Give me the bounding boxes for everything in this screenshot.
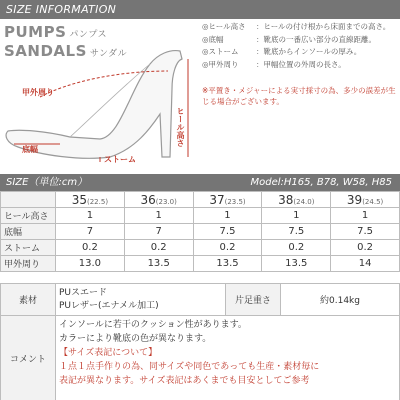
definition-label: ◎底幅 [202, 34, 224, 44]
definition-text: ：甲幅位置の外周の長さ。 [256, 59, 346, 69]
size-cell [262, 192, 331, 208]
definition-label: ◎ストーム [202, 47, 239, 56]
table-cell: 14 [331, 256, 400, 272]
table-cell: 7.5 [193, 224, 262, 240]
size-main: 38 [278, 192, 294, 207]
weight-value: 約0.14kg [281, 284, 400, 316]
brand-line2: SANDALS [4, 42, 87, 60]
table-corner [1, 192, 56, 208]
size-main: 39 [346, 192, 363, 207]
definition-row [202, 59, 394, 72]
material-line2: PUレザー(エナメル加工) [59, 300, 159, 311]
size-unit-label: SIZE（単位:cm） [6, 177, 88, 188]
table-cell: 0.2 [56, 240, 125, 256]
table-cell: 13.5 [262, 256, 331, 272]
table-cell: 0.2 [193, 240, 262, 256]
table-cell: 1 [56, 208, 125, 224]
label-storm: ストーム [104, 155, 136, 164]
table-cell: 1 [331, 208, 400, 224]
material-label: 素材 [1, 284, 56, 316]
comment-line3: 【サイズ表記について】 [59, 348, 158, 358]
comment-line4: １点１点手作りの為、同サイズや同色であっても生産・素材毎に [59, 362, 320, 372]
definition-text: ：靴底からインソールの厚み。 [256, 47, 362, 56]
table-cell: 7.5 [331, 224, 400, 240]
definition-label: ◎甲外周り [202, 59, 239, 69]
size-bar [0, 174, 400, 191]
table-cell: 7.5 [262, 224, 331, 240]
material-row [1, 284, 400, 316]
definition-text: ：ヒールの付け根から床面までの高さ。 [256, 22, 391, 31]
table-cell: 0.2 [124, 240, 193, 256]
size-cell [56, 192, 125, 208]
row-label: 甲外周り [1, 256, 56, 272]
comment-line2: カラーにより靴底の色が異なります。 [59, 334, 212, 344]
definition-label: ◎ヒール高さ [202, 22, 246, 31]
size-sub: (24.0) [293, 197, 315, 206]
size-sub: (23.5) [224, 197, 246, 206]
row-label: ヒール高さ [1, 208, 56, 224]
weight-label: 片足重さ [226, 284, 281, 316]
row-label: ストーム [1, 240, 56, 256]
table-cell: 1 [124, 208, 193, 224]
comment-line5: 表記が異なります。サイズ表記はあくまでも目安としてご参考 [59, 376, 310, 386]
material-line1: PUスエード [59, 287, 108, 298]
measurement-note: ※平置き・メジャーによる実寸採寸の為、多少の誤差が生じる場合がございます。 [202, 86, 396, 106]
table-cell: 1 [193, 208, 262, 224]
size-cell [331, 192, 400, 208]
table-cell: 7 [56, 224, 125, 240]
table-cell: 13.5 [193, 256, 262, 272]
comment-row [1, 316, 400, 400]
model-measurements: Model:H165, B78, W58, H85 [250, 177, 392, 188]
comment-text [56, 316, 400, 400]
row-label: 底幅 [1, 224, 56, 240]
table-cell: 0.2 [331, 240, 400, 256]
table-row [1, 240, 400, 256]
table-cell: 0.2 [262, 240, 331, 256]
material-value [56, 284, 226, 316]
shoe-outline [6, 51, 182, 159]
brand-line2-kana: サンダル [89, 49, 128, 59]
size-main: 36 [140, 192, 156, 207]
table-row [1, 256, 400, 272]
size-cell [193, 192, 262, 208]
size-sub: (24.5) [362, 197, 384, 206]
brand-line1-kana: パンプス [69, 30, 108, 40]
table-row [1, 224, 400, 240]
label-sole-width: 底幅 [22, 145, 38, 154]
size-sub: (22.5) [87, 197, 109, 206]
label-instep: 甲外周り [22, 88, 54, 97]
size-sub: (23.0) [155, 197, 177, 206]
detail-table [0, 283, 400, 400]
section-title: SIZE INFORMATION [6, 3, 117, 16]
table-cell: 1 [262, 208, 331, 224]
definition-row [202, 34, 394, 47]
table-row [1, 192, 400, 208]
definition-row [202, 46, 394, 59]
label-heel-height: ヒール高さ [176, 107, 185, 147]
size-main: 37 [209, 192, 225, 207]
section-header [0, 0, 400, 19]
table-cell: 13.0 [56, 256, 125, 272]
definition-text: ：靴底の一番広い部分の直線距離。 [256, 34, 376, 44]
size-cell [124, 192, 193, 208]
size-main: 35 [71, 192, 87, 207]
comment-line1: インソールに若干のクッション性があります。 [59, 320, 247, 330]
table-row [1, 208, 400, 224]
definition-row [202, 21, 394, 34]
table-cell: 13.5 [124, 256, 193, 272]
brand-line1: PUMPS [4, 23, 67, 41]
definitions-box [202, 21, 394, 71]
size-diagram [0, 19, 400, 174]
table-cell: 7 [124, 224, 193, 240]
comment-label: コメント [1, 316, 56, 400]
size-table [0, 191, 400, 272]
